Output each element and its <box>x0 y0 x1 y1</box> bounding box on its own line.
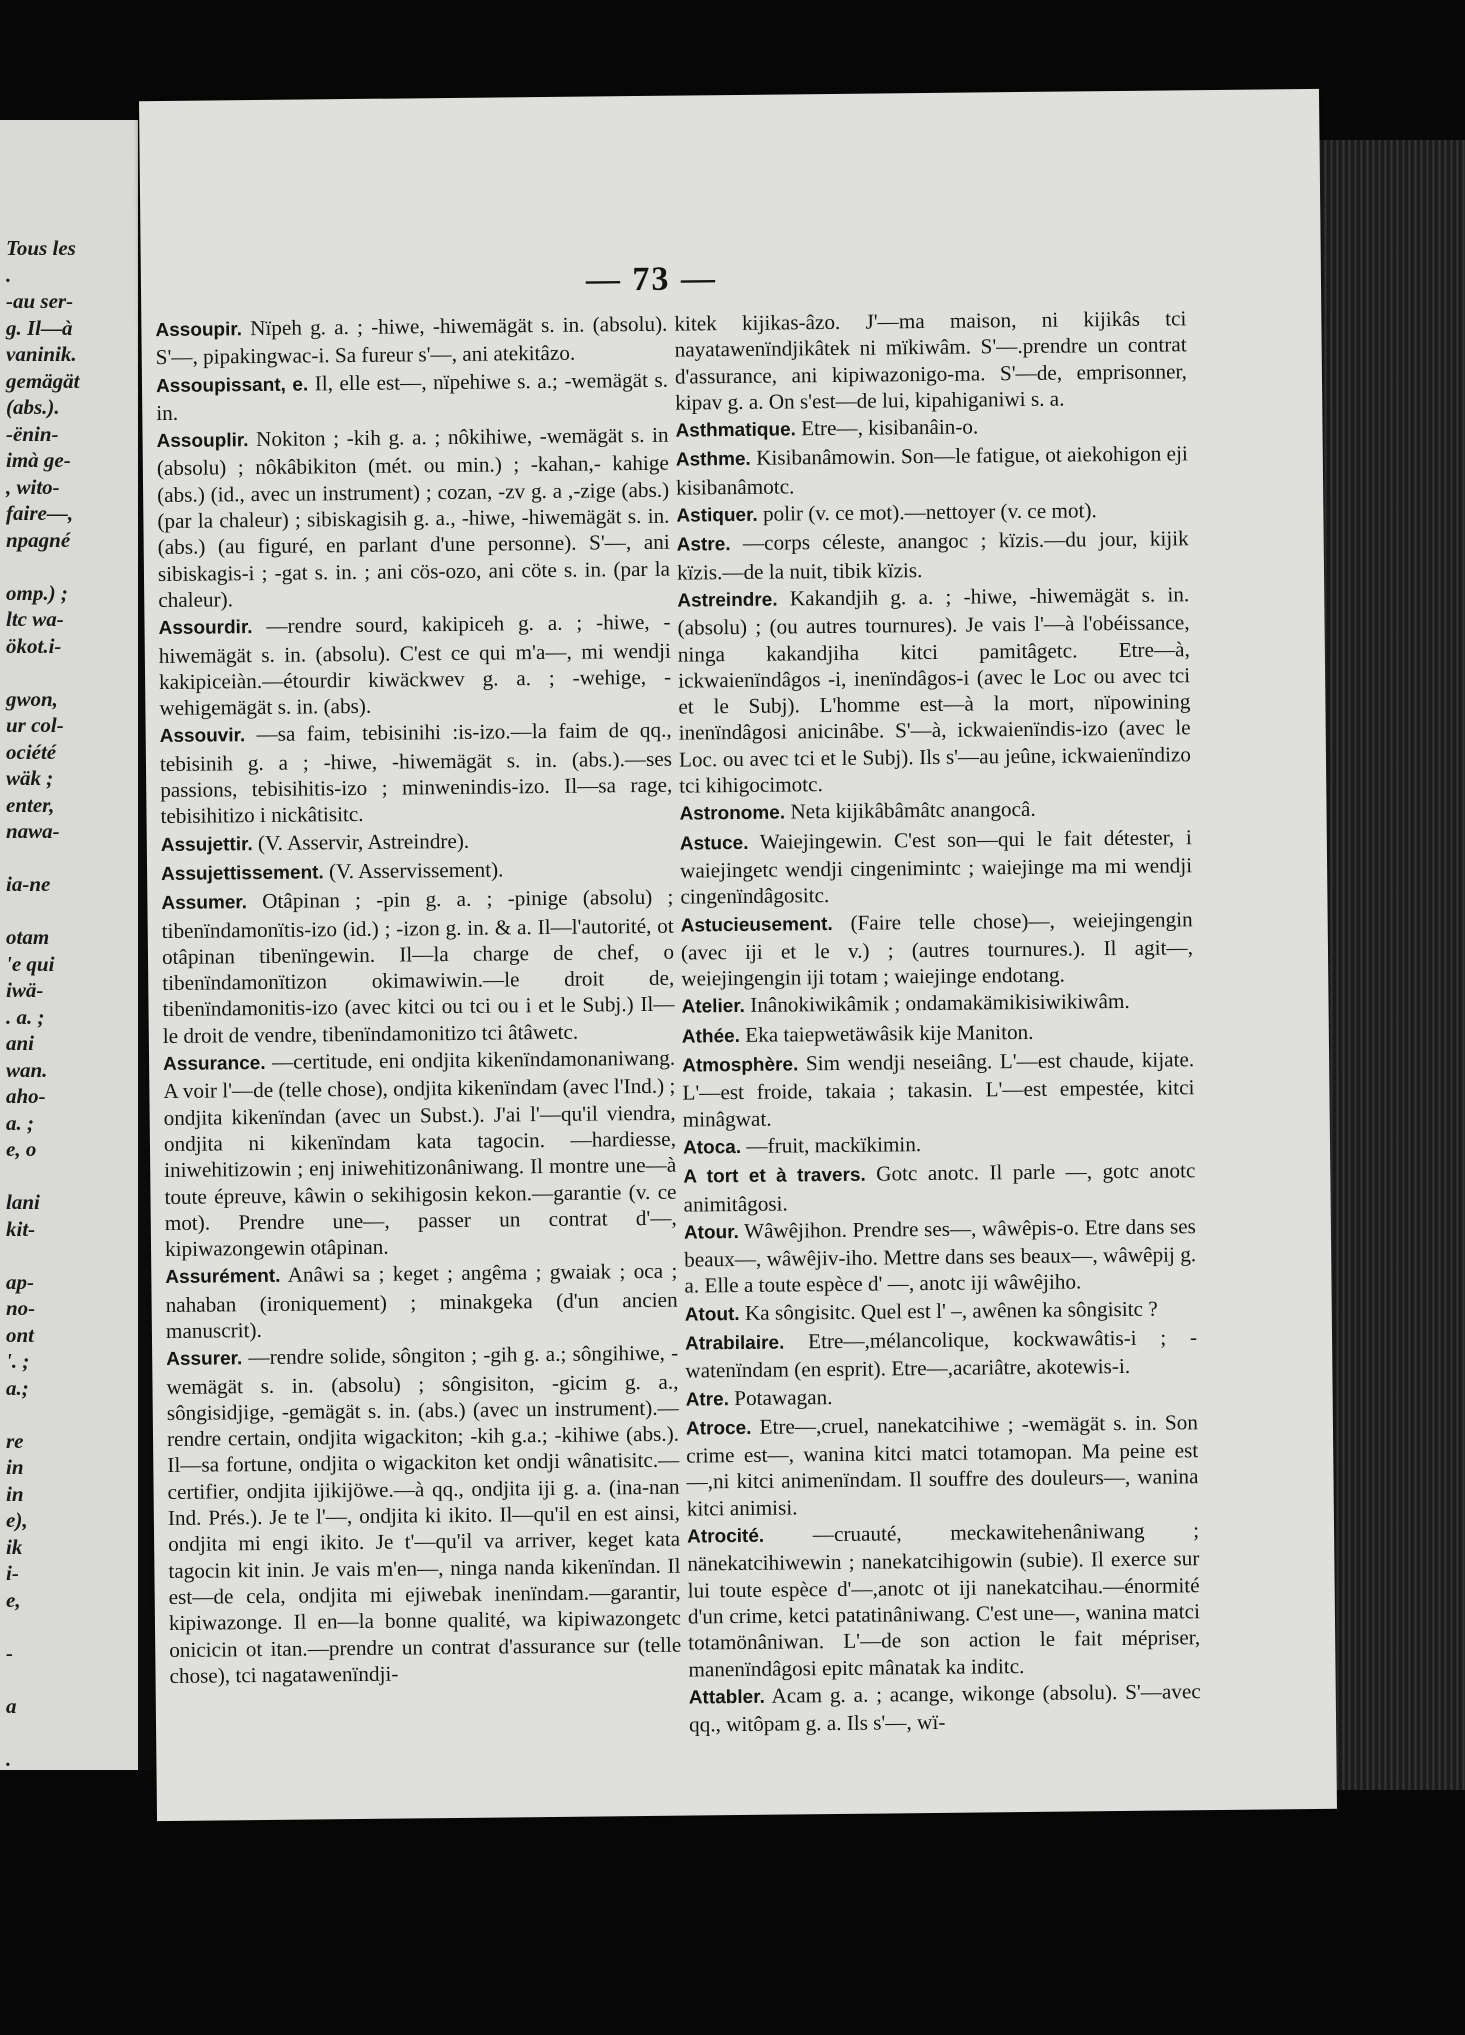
entry-headword: Atelier. <box>681 996 746 1019</box>
previous-page-line: nawa- <box>6 819 60 843</box>
entry-headword: Assoupir. <box>155 319 243 342</box>
entry-definition: kitek kijikas-âzo. J'—ma maison, ni kijikâs tci nayatawenïndjikâtek ni mïkiwâm. S'—.prendre un contrat d'assurance, ani kipiwazonigo-ma. S'—de, emprisonner, kipav g. a. On s'est—de lui, kipahiganiwi s. a. <box>674 306 1188 415</box>
previous-page-line: aho- <box>6 1084 46 1108</box>
entry-definition: Inânokiwikâmik ; ondamakämikisiwikiwâm. <box>750 989 1130 1018</box>
dictionary-page <box>139 89 1337 1821</box>
dictionary-entry <box>680 824 1193 910</box>
previous-page-line: kit- <box>6 1216 36 1241</box>
previous-page-line: gemägät <box>6 368 80 393</box>
entry-definition: (V. Asservir, Astreindre). <box>257 828 470 855</box>
entry-headword: Astre. <box>676 534 731 556</box>
entry-headword: Assujettissement. <box>161 862 324 885</box>
dictionary-entry <box>685 1295 1197 1329</box>
previous-page-line: e, o <box>6 1137 37 1161</box>
previous-page-line <box>0 1719 150 1746</box>
entry-headword: Astronome. <box>679 802 786 825</box>
dictionary-entry <box>165 1258 678 1344</box>
entry-definition: polir (v. ce mot).—nettoyer (v. ce mot). <box>762 498 1097 526</box>
entry-definition: —sa faim, tebisinihi :is-izo.—la faim de qq., tebisinih g. a ; -hiwe, -hiwemägät s. in. (abs.).—ses passions, tebisihitis-izo ; minwenindis-izo. Il—sa rage, tebisihitizo i nickâtisitc. <box>159 718 673 829</box>
entry-definition: Eka taiepwetäwâsik kije Maniton. <box>745 1019 1034 1047</box>
entry-headword: Atour. <box>683 1221 739 1244</box>
entry-headword: Attabler. <box>688 1686 765 1709</box>
previous-page-line: a.; <box>6 1375 29 1400</box>
entry-headword: Asthmatique. <box>675 419 796 442</box>
previous-page-line <box>0 1242 150 1269</box>
previous-page-line: '. ; <box>6 1349 30 1373</box>
entry-headword: A tort et à travers. <box>683 1164 866 1188</box>
entry-definition: Kakandjih g. a. ; -hiwe, -hiwemägät s. in. (absolu) ; (ou autres tournures). Je vais l'—à l'obéissance, ninga kakandjiha kitci pamitâgetc. Etre—à, ickwaienïndâgos -i, inenïndâgos-i (avec le Loc ou avec tci et le Subj). L'homme est—à la mort, nïpowining inenïndâgosi anicinâbe. S'—à, ickwaienïndis-izo (avec le Loc. ou avec tci et le Subj). Ils s'—au jeûne, ickwaienïndizo tci kihigocimotc. <box>677 582 1192 798</box>
entry-definition: Otâpinan ; -pin g. a. ; -pinige (absolu) ; tibenïndamonïtis-izo (id.) ; -izon g. in. & a. Il—l'autorité, ot otâpinan tibenïngewin. Il—la charge de chef, o tibenïndamonïtizon okimawiwin.—le droit de, tibenïndamonitis-izo (avec kitci ou tci ou i et le Subj.) Il—le droit de vendre, tibenïndamonitizo tci âtâwetc. <box>161 884 675 1048</box>
entry-headword: Atroce. <box>685 1417 752 1440</box>
previous-page-line: iwä- <box>6 978 44 1002</box>
entry-definition: Gotc anotc. Il parle —, gotc anotc animitâgosi. <box>683 1158 1196 1217</box>
entry-headword: Assoupissant, e. <box>155 374 309 397</box>
dictionary-entry <box>681 988 1193 1022</box>
entry-definition: (Faire telle chose)—, weiejingengin (avec iji et le v.) ; (autres tournures.). Il agit—, weiejingengin iji totam ; waiejinge endotang. <box>680 906 1194 991</box>
previous-page-line: g. Il—à <box>6 315 73 340</box>
entry-definition: (V. Asservissement). <box>328 857 504 884</box>
previous-page-line <box>0 845 150 872</box>
previous-page-text <box>0 120 150 1770</box>
dictionary-entry <box>677 581 1191 799</box>
dictionary-entry <box>679 795 1191 829</box>
dictionary-entry <box>161 825 673 859</box>
entry-headword: Assujettir. <box>160 833 253 856</box>
previous-page-line: e, <box>6 1587 21 1612</box>
previous-page-line: gwon, <box>6 686 58 711</box>
entry-definition: Waiejingewin. C'est son—qui le fait détester, i waiejingetc wendji cingenimintc ; waiejinge ma mi wendji cingenïndâgositc. <box>679 824 1193 909</box>
previous-page-line <box>0 1666 150 1693</box>
dictionary-entry <box>689 1678 1202 1738</box>
dictionary-entry <box>160 717 673 830</box>
entry-headword: Assourdir. <box>158 617 253 640</box>
previous-page-line: ik <box>6 1534 23 1559</box>
previous-page-line: i- <box>6 1561 19 1585</box>
previous-page-line <box>0 1163 150 1190</box>
entry-headword: Astucieusement. <box>680 913 833 937</box>
previous-page-line: enter, <box>6 792 55 817</box>
entry-headword: Assurer. <box>166 1348 243 1371</box>
previous-page-line: in <box>6 1455 24 1479</box>
previous-page-fragment <box>0 120 150 1770</box>
previous-page-line: . a. ; <box>6 1004 45 1029</box>
dictionary-entry <box>685 1324 1198 1384</box>
previous-page-line: Tous les <box>6 236 76 260</box>
dictionary-entry <box>686 1409 1199 1522</box>
right-column <box>674 305 1201 1739</box>
dictionary-entry <box>687 1517 1201 1682</box>
dictionary-entry <box>156 422 670 613</box>
dictionary-entry <box>158 609 671 722</box>
entry-headword: Assumer. <box>161 892 248 915</box>
previous-page-line <box>0 1613 150 1640</box>
entry-definition: Etre—,cruel, nanekatcihiwe ; -wemägät s. in. Son crime est—, wanina kitci matci totamopan. Ma peine est—,ni kitci animenïndam. Il souffre des douleurs—, wanina kitci animisi. <box>686 1410 1199 1521</box>
entry-headword: Assouplir. <box>156 430 249 453</box>
previous-page-line: in <box>6 1481 24 1506</box>
dictionary-entry <box>675 411 1187 445</box>
dictionary-entry <box>684 1213 1197 1299</box>
previous-page-line: ur col- <box>6 713 64 737</box>
previous-page-line: . <box>6 1746 12 1770</box>
dictionary-entry <box>161 855 673 889</box>
previous-page-line <box>0 1401 150 1428</box>
entry-definition: Potawagan. <box>734 1384 833 1410</box>
previous-page-line <box>0 553 150 580</box>
previous-page-line: -au ser- <box>6 289 74 313</box>
previous-page-line: ont <box>6 1322 35 1347</box>
entry-headword: Astiquer. <box>676 504 758 527</box>
entry-headword: Atout. <box>684 1303 740 1326</box>
entry-definition: Neta kijikâbâmâtc anangocâ. <box>790 797 1036 824</box>
dictionary-entry <box>686 1380 1198 1414</box>
dictionary-entry <box>683 1128 1195 1162</box>
entry-definition: Nïpeh g. a. ; -hiwe, -hiwemägät s. in. (absolu). S'—, pipakingwac-i. Sa fureur s'—, ani atekitâzo. <box>155 311 668 370</box>
previous-page-line: lani <box>6 1190 40 1214</box>
dictionary-entry <box>155 311 668 371</box>
dictionary-entry <box>677 526 1190 586</box>
entry-headword: Atrocité. <box>686 1525 765 1548</box>
dictionary-entry <box>163 1045 677 1263</box>
previous-page-line: ökot.i- <box>6 633 62 658</box>
entry-definition: —rendre solide, sôngiton ; -gih g. a.; sôngihiwe, -wemägät s. in. (absolu) ; sôngisiton, -gicim g. a., sôngisidjige, -gemägät s. in. (abs.) (avec un instrument).—rendre certain, ondjita wigackiton; -kih g.a.; -kihiwe (abs.). Il—sa fortune, ondjita o wigackiton ket ondji wânatisitc.—certifier, ondjita ijikijöwe.—à qq., ondjita iji g. a. (ina-nan Ind. Prés.). Je te l'—, ondjita ki ikito. Il—qu'il en est ainsi, ondjita mi engi ikito. Je t'—qu'il va arriver, keget kata tagocin kit inin. Je vais m'en—, ninga nanda kikenïndan. Il est—de cela, ondjita mi ejiwebak inenïndam.—garantir, kipiwazonge. Il en—la bonne qualité, wa kipiwazongetc onicicin ot itan.—prendre un contrat d'assurance sur (telle chose), tci nagatawenïndji- <box>166 1340 682 1688</box>
entry-headword: Atmosphère. <box>682 1054 799 1077</box>
previous-page-line: omp.) ; <box>6 580 68 605</box>
previous-page-line: ani <box>6 1031 35 1055</box>
previous-page-line: (abs.). <box>6 395 60 419</box>
dictionary-entry <box>676 496 1188 530</box>
entry-headword: Assurance. <box>163 1052 266 1076</box>
previous-page-line <box>0 659 150 686</box>
dictionary-entry <box>681 906 1194 992</box>
entry-definition: —certitude, eni ondjita kikenïndamonaniwang. A voir l'—de (telle chose), ondjita kikenïndam (avec l'Ind.) ; ondjita kikenïndan (avec un Subst.). J'ai l'—qu'il viendra, ondjita ni kikenïndam kata tagocin. —hardiesse, iniwehitizowin ; enj iniwehitizonâniwang. Il montre une—à toute épreuve, kâwin o sekihigosin kekon.—garantie (v. ce mot). Prendre une—, passer un contrat d'—, kipiwazongewin otâpinan. <box>163 1045 677 1262</box>
entry-headword: Assurément. <box>165 1266 281 1289</box>
previous-page-line: otam <box>6 925 50 949</box>
entry-definition: —corps céleste, anangoc ; kïzis.—du jour, kijik kïzis.—de la nuit, tibik kïzis. <box>676 526 1189 585</box>
entry-definition: —rendre sourd, kakipiceh g. a. ; -hiwe, -hiwemägät s. in. (absolu). C'est ce qui m'a—, mi wendji kakipiceiàn.—étourdir kiwäckwev g. a. ; -wehige, -wehigemägät s. in. (abs). <box>158 609 672 721</box>
previous-page-line: . <box>6 262 12 287</box>
previous-page-line: re <box>6 1428 24 1453</box>
book-page-edges <box>1315 140 1465 1790</box>
entry-headword: Atoca. <box>682 1136 742 1159</box>
entry-headword: Astreindre. <box>677 589 778 612</box>
entry-definition: Wâwêjihon. Prendre ses—, wâwêpis-o. Etre dans ses beaux—, wâwêjiv-iho. Mettre dans ses beaux—, wâwêpij g. a. Elle a toute espèce d' —, anotc iji wâwêjiho. <box>684 1214 1197 1298</box>
entry-headword: Atrabilaire. <box>684 1332 785 1355</box>
entry-definition: Acam g. a. ; acange, wikonge (absolu). S'—avec qq., witôpam g. a. Ils s'—, wï- <box>688 1679 1201 1737</box>
entry-definition: Sim wendji neseiâng. L'—est chaude, kijate. L'—est froide, takaia ; takasin. L'—est empestée, kitci minâgwat. <box>682 1047 1195 1132</box>
left-column <box>153 311 681 1690</box>
previous-page-line: vaninik. <box>6 342 77 366</box>
dictionary-entry <box>156 366 669 426</box>
dictionary-entry <box>682 1017 1194 1051</box>
page-number: — 73 — <box>585 260 718 299</box>
previous-page-line: wan. <box>6 1057 48 1082</box>
previous-page-line: , wito- <box>6 474 60 499</box>
entry-definition: —cruauté, meckawitehenâniwang ; nänekatcihiwewin ; nanekatcihigowin (subie). Il exerce sur lui toute espèce d'—,anotc ot iji nanekatcihau.—énormité d'un crime, ketci patatinâniwang. C'est une—, wanina matci totamönâniwan. L'—de son action le fait mépriser, manenïndâgosi epitc mânatak ka inditc. <box>687 1518 1201 1682</box>
entry-definition: Etre—, kisibanâin-o. <box>801 414 979 441</box>
previous-page-line: ap- <box>6 1269 34 1294</box>
previous-page-line: e), <box>6 1508 28 1532</box>
previous-page-line: ltc wa- <box>6 607 64 631</box>
entry-definition: Il, elle est—, nïpehiwe s. a.; -wemägät s. in. <box>156 367 669 425</box>
dictionary-entry <box>166 1340 682 1689</box>
entry-definition: Ka sôngisitc. Quel est l' –, awênen ka sôngisitc ? <box>744 1296 1158 1325</box>
previous-page-line: faire—, <box>6 501 74 525</box>
dictionary-entry <box>676 441 1189 501</box>
dictionary-entry <box>674 305 1187 416</box>
entry-headword: Asthme. <box>675 449 751 472</box>
entry-definition: Anâwi sa ; keget ; angêma ; gwaiak ; oca ; nahaban (ironiquement) ; minakgeka (d'un ancien manuscrit). <box>165 1259 678 1343</box>
entry-definition: Etre—,mélancolique, kockwawâtis-i ; -watenïndam (en esprit). Etre—,acariâtre, akotewis-i. <box>685 1325 1198 1383</box>
entry-headword: Assouvir. <box>159 725 246 748</box>
previous-page-line: a. ; <box>6 1110 34 1135</box>
dictionary-entry <box>682 1046 1195 1132</box>
previous-page-line: a <box>6 1693 17 1718</box>
dictionary-entry <box>161 884 675 1049</box>
previous-page-line <box>0 898 150 925</box>
previous-page-line: -ënin- <box>6 421 59 446</box>
dictionary-entry <box>683 1157 1196 1217</box>
previous-page-line: - <box>6 1640 13 1665</box>
entry-definition: —fruit, mackïkimin. <box>746 1131 922 1158</box>
previous-page-line: ia-ne <box>6 872 51 896</box>
entry-definition: Kisibanâmowin. Son—le fatigue, ot aiekohigon eji kisibanâmotc. <box>675 441 1188 500</box>
previous-page-line: no- <box>6 1296 36 1320</box>
previous-page-line: 'e qui <box>6 951 55 976</box>
previous-page-line: npagné <box>6 527 71 552</box>
entry-definition: Nokiton ; -kih g. a. ; nôkihiwe, -wemägät s. in (absolu) ; nôkâbikiton (mét. ou min.) ; -kahan,- kahige (abs.) (id., avec un instrument) ; cozan, -zv g. a ,-zige (abs.) (par la chaleur) ; sibiskagisih g. a., -hiwe, -hiwemägät s. in. (abs.) (au figuré, en parlant d'une personne). S'—, ani sibiskagis-i ; -gat s. in. ; ani cös-ozo, ani cöte s. in. (par la chaleur). <box>156 422 671 613</box>
entry-headword: Astuce. <box>679 832 749 855</box>
previous-page-line: wäk ; <box>6 766 54 790</box>
previous-page-line: imà ge- <box>6 448 71 472</box>
previous-page-line: ociété <box>6 739 57 764</box>
entry-headword: Athée. <box>681 1025 741 1048</box>
entry-headword: Atre. <box>685 1388 730 1411</box>
